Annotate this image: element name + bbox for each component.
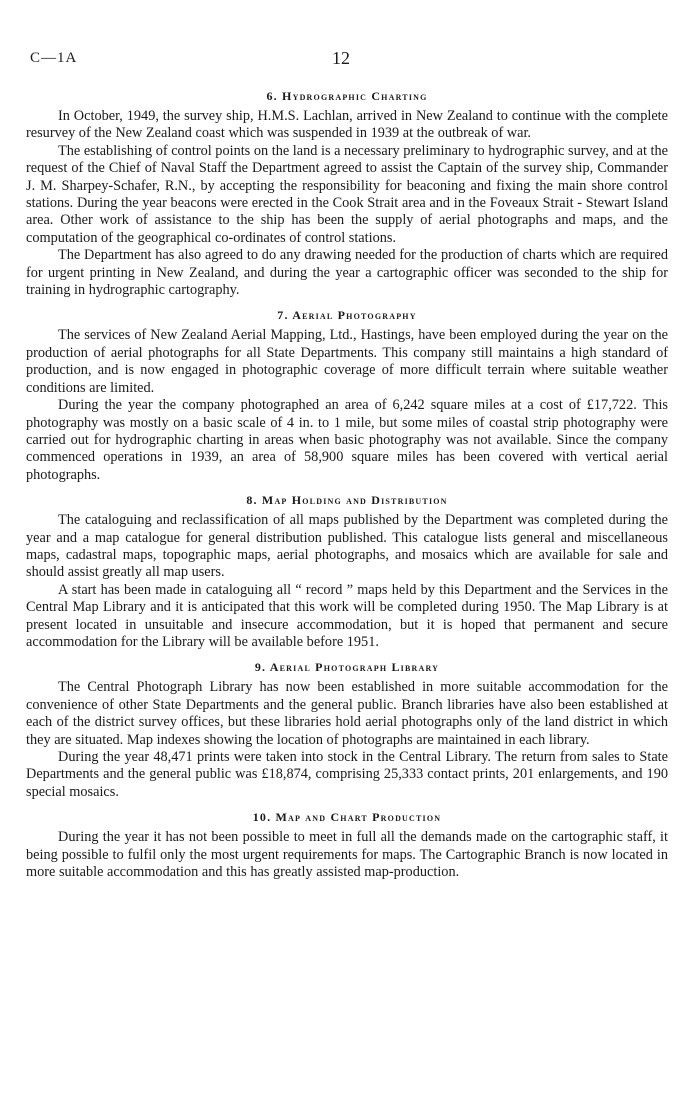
paragraph: A start has been made in cataloguing all “ record ” maps held by this Department and the Services in the Central Map Library and it is anticipated that this work will be completed during 1950. The Map Library is at present located in unsuitable and insecure accommodation, but it is hoped that permanent and secure accommodation for the Library will be available before 1951. bbox=[26, 581, 668, 650]
page-header bbox=[26, 50, 668, 78]
section-heading: 6. Hydrographic Charting bbox=[266, 89, 428, 103]
paragraph: The cataloguing and reclassification of all maps published by the Department was completed during the year and a map catalogue for general distribution published. This catalogue lists general and miscellaneous maps, cadastral maps, topographic maps, aerial photographs, and mosaics which are available for sale and should assist greatly all map users. bbox=[26, 512, 668, 581]
paragraph: During the year 48,471 prints were taken into stock in the Central Library. The return from sales to State Departments and the general public was £18,874, comprising 25,333 contact prints, 201 enlargements, and 190 special mosaics. bbox=[26, 749, 668, 800]
section-aerial-photography bbox=[26, 307, 668, 484]
section-map-chart-production bbox=[26, 809, 668, 881]
section-heading: 7. Aerial Photography bbox=[277, 308, 417, 323]
section-heading: 8. Map Holding and Distribution bbox=[246, 493, 448, 508]
paragraph: In October, 1949, the survey ship, H.M.S. Lachlan, arrived in New Zealand to continue with the complete resurvey of the New Zealand coast which was suspended in 1939 at the outbreak of war. bbox=[26, 108, 668, 142]
paragraph: The establishing of control points on the land is a necessary preliminary to hydrographic survey, and at the request of the Chief of Naval Staff the Department agreed to assist the Captain of the survey ship, Commander J. M. Sharpey-Schafer, R.N., by accepting the responsibility for beaconing and fixing the main shore control stations. During the year beacons were erected in the Cook Strait area and in the Foveaux Strait - Stewart Island area. Other work of assistance to the ship has been the supply of aerial photographs and maps, and the computation of the geographical co-ordinates of control stations. bbox=[26, 142, 668, 246]
paragraph: The Department has also agreed to do any drawing needed for the production of charts which are required for urgent printing in New Zealand, and during the year a cartographic officer was seconded to the ship for training in hydrographic cartography. bbox=[26, 247, 668, 299]
paragraph: The services of New Zealand Aerial Mapping, Ltd., Hastings, have been employed during the year on the production of aerial photographs for all State Departments. This company still maintains a high standard of production, and is now engaged in photographic coverage of more difficult terrain where suitable weather conditions are limited. bbox=[26, 327, 668, 396]
paragraph: During the year the company photographed an area of 6,242 square miles at a cost of £17,722. This photography was mostly on a basic scale of 4 in. to 1 mile, but some miles of coastal strip photography were carried out for hydrographic charting in areas when basic photography was not available. Since the company commenced operations in 1939, an area of 58,900 square miles has been covered with vertical aerial photographs. bbox=[26, 397, 668, 483]
paragraph: The Central Photograph Library has now been established in more suitable accommodation for the convenience of other State Departments and the general public. Branch libraries have also been established at each of the district survey offices, but these libraries hold aerial photographs only of the land district in which they are situated. Map indexes showing the location of photographs are maintained in each library. bbox=[26, 679, 668, 748]
section-map-holding-distribution bbox=[26, 492, 668, 651]
document-page bbox=[26, 50, 668, 889]
document-reference: C—1A bbox=[30, 50, 78, 66]
section-heading: 9. Aerial Photograph Library bbox=[254, 660, 440, 675]
page-number: 12 bbox=[332, 48, 350, 68]
paragraph: During the year it has not been possible to meet in full all the demands made on the cartographic staff, it being possible to fulfil only the most urgent requirements for maps. The Cartographic Branch is now located in more suitable accommodation and this has greatly assisted map-production. bbox=[26, 829, 668, 881]
section-hydrographic-charting bbox=[26, 88, 668, 299]
section-aerial-photograph-library bbox=[26, 659, 668, 801]
section-heading: 10. Map and Chart Production bbox=[252, 810, 442, 825]
